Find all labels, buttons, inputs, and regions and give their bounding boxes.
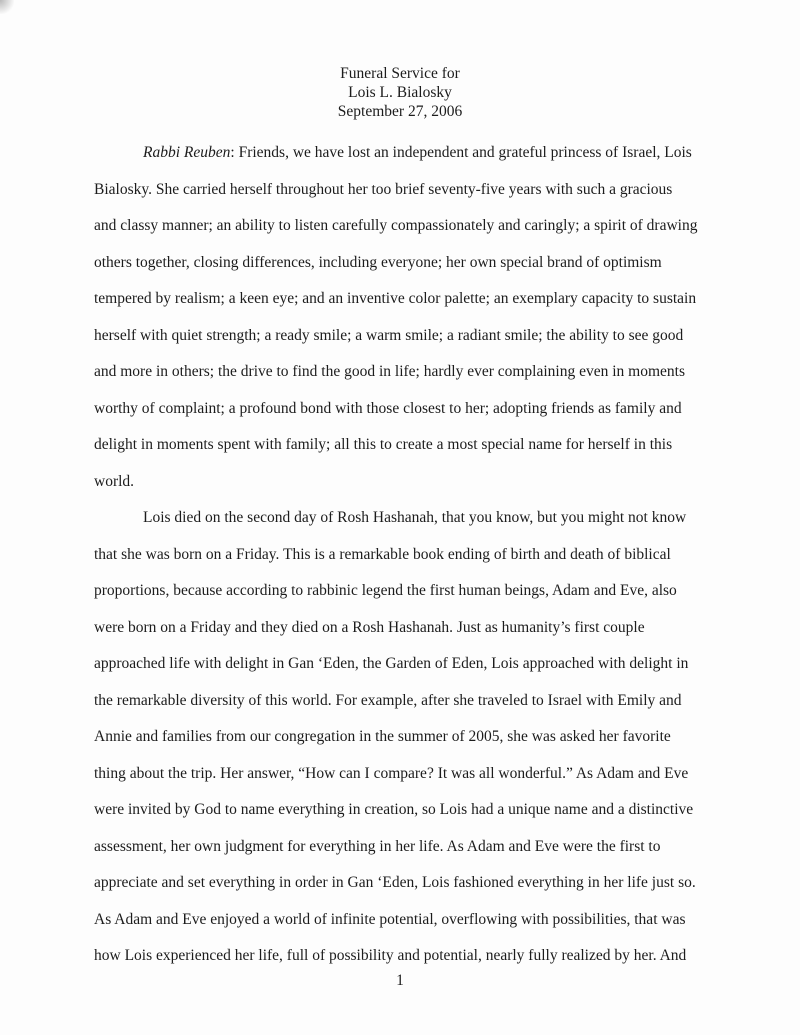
header-title: Funeral Service for bbox=[340, 65, 460, 82]
document-header bbox=[0, 64, 800, 121]
scan-corner-shadow bbox=[0, 0, 14, 14]
paragraph-2-line-13: how Lois experienced her life, full of possibility and potential, nearly fully realized by her. And bbox=[94, 947, 687, 964]
page-number: 1 bbox=[396, 972, 404, 989]
paragraph-1-line-4: others together, closing differences, including everyone; her own special brand of optimism bbox=[94, 254, 662, 271]
paragraph-2-line-7: Annie and families from our congregation in the summer of 2005, she was asked her favorite bbox=[94, 728, 671, 745]
header-name: Lois L. Bialosky bbox=[348, 84, 452, 101]
paragraph-1-line-1 bbox=[143, 144, 692, 162]
paragraph-2-line-3: proportions, because according to rabbinic legend the first human beings, Adam and Eve, also bbox=[94, 582, 677, 599]
header-date: September 27, 2006 bbox=[337, 103, 463, 120]
paragraph-2-line-12: As Adam and Eve enjoyed a world of infinite potential, overflowing with possibilities, that was bbox=[94, 911, 686, 928]
paragraph-1-line-3: and classy manner; an ability to listen carefully compassionately and caringly; a spirit of drawing bbox=[94, 217, 698, 234]
paragraph-1-line-7: and more in others; the drive to find the good in life; hardly ever complaining even in moments bbox=[94, 363, 686, 380]
paragraph-2-line-9: were invited by God to name everything in creation, so Lois had a unique name and a distinctive bbox=[94, 801, 694, 818]
paragraph-1-line-9: delight in moments spent with family; all this to create a most special name for herself in this bbox=[94, 436, 673, 453]
paragraph-2-line-5: approached life with delight in Gan ‘Eden, the Garden of Eden, Lois approached with delight in bbox=[94, 655, 689, 672]
paragraph-1-line-2: Bialosky. She carried herself throughout her too brief seventy-five years with such a gracious bbox=[94, 181, 673, 198]
paragraph-2-line-10: assessment, her own judgment for everything in her life. As Adam and Eve were the first to bbox=[94, 838, 661, 855]
paragraph-1-line-5: tempered by realism; a keen eye; and an inventive color palette; an exemplary capacity to sustain bbox=[94, 290, 697, 307]
paragraph-2-line-11: appreciate and set everything in order in Gan ‘Eden, Lois fashioned everything in her life just so. bbox=[94, 874, 696, 891]
paragraph-2-line-1: Lois died on the second day of Rosh Hashanah, that you know, but you might not know bbox=[143, 509, 687, 526]
paragraph-2-line-4: were born on a Friday and they died on a Rosh Hashanah. Just as humanity’s first couple bbox=[94, 619, 645, 636]
speaker-name: Rabbi Reuben bbox=[143, 144, 231, 161]
paragraph-2-line-6: the remarkable diversity of this world. For example, after she traveled to Israel with Emily and bbox=[94, 692, 682, 709]
paragraph-2-line-2: that she was born on a Friday. This is a remarkable book ending of birth and death of biblical bbox=[94, 546, 671, 563]
paragraph-1-line-8: worthy of complaint; a profound bond with those closest to her; adopting friends as family and bbox=[94, 400, 682, 417]
paragraph-1-line-10: world. bbox=[94, 473, 135, 490]
paragraph-2-line-8: thing about the trip. Her answer, “How can I compare? It was all wonderful.” As Adam and Eve bbox=[94, 765, 689, 782]
paragraph-1-line-1-text: : Friends, we have lost an independent and grateful princess of Israel, Lois bbox=[230, 144, 692, 161]
paragraph-1-line-6: herself with quiet strength; a ready smile; a warm smile; a radiant smile; the ability to see good bbox=[94, 327, 684, 344]
